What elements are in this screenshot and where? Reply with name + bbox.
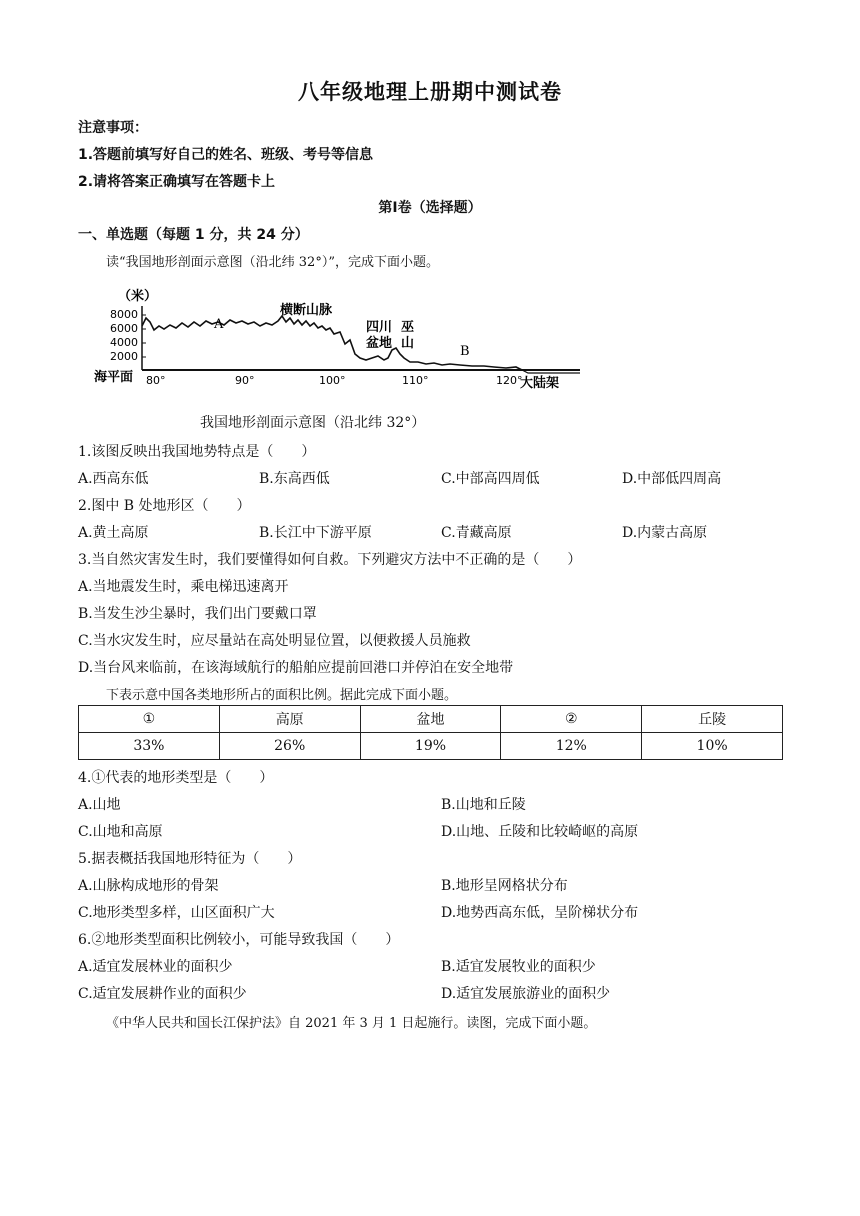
q3-stem: 3.当自然灾害发生时，我们要懂得如何自救。下列避灾方法中不正确的是（ ）	[78, 552, 582, 568]
unit-label: （米）	[118, 289, 158, 304]
q3-option-d[interactable]: D.当台风来临前，在该海域航行的船舶应提前回港口并停泊在安全地带	[78, 660, 514, 676]
continental-shelf-label: 大陆架	[520, 376, 560, 391]
intro-figure: 读“我国地形剖面示意图（沿北纬 32°）”，完成下面小题。	[106, 255, 439, 270]
table-cell: 33%	[79, 733, 220, 760]
part-title: 一、单选题（每题 1 分，共 24 分）	[78, 227, 309, 243]
label-sichuan-1: 四川	[366, 320, 393, 335]
q4-option-b[interactable]: B.山地和丘陵	[441, 797, 526, 813]
q2-option-a[interactable]: A.黄土高原	[78, 525, 149, 541]
label-wushan-1: 巫	[401, 320, 415, 335]
q6-option-c[interactable]: C.适宜发展耕作业的面积少	[78, 986, 247, 1002]
q2-stem: 2.图中 B 处地形区（ ）	[78, 498, 251, 514]
section-title: 第Ⅰ卷（选择题）	[378, 200, 482, 216]
q6-option-b[interactable]: B.适宜发展牧业的面积少	[441, 959, 596, 975]
q2-option-c[interactable]: C.青藏高原	[441, 525, 512, 541]
table-row	[79, 733, 783, 760]
table-header-cell: ①	[79, 706, 220, 733]
label-b: B	[460, 344, 470, 359]
x-tick: 120°	[496, 374, 523, 387]
q1-option-a[interactable]: A.西高东低	[78, 471, 149, 487]
q6-option-a[interactable]: A.适宜发展林业的面积少	[78, 959, 233, 975]
q6-stem: 6.②地形类型面积比例较小，可能导致我国（ ）	[78, 932, 400, 948]
q1-option-c[interactable]: C.中部高四周低	[441, 471, 540, 487]
q3-option-c[interactable]: C.当水灾发生时，应尽量站在高处明显位置，以便救援人员施救	[78, 633, 471, 649]
q3-option-b[interactable]: B.当发生沙尘暴时，我们出门要戴口罩	[78, 606, 317, 622]
q4-option-d[interactable]: D.山地、丘陵和比较崎岖的高原	[441, 824, 639, 840]
q4-option-c[interactable]: C.山地和高原	[78, 824, 163, 840]
label-wushan-2: 山	[401, 336, 415, 351]
table-cell: 12%	[501, 733, 642, 760]
q1-option-d[interactable]: D.中部低四周高	[622, 471, 722, 487]
intro-table: 下表示意中国各类地形所占的面积比例。据此完成下面小题。	[106, 688, 458, 703]
q5-option-a[interactable]: A.山脉构成地形的骨架	[78, 878, 219, 894]
q6-option-d[interactable]: D.适宜发展旅游业的面积少	[441, 986, 611, 1002]
q4-stem: 4.①代表的地形类型是（ ）	[78, 770, 274, 786]
label-sichuan-2: 盆地	[366, 336, 393, 351]
q5-option-b[interactable]: B.地形呈网格状分布	[441, 878, 568, 894]
q1-option-b[interactable]: B.东高西低	[259, 471, 330, 487]
x-tick: 100°	[319, 374, 346, 387]
y-tick: 8000	[110, 308, 138, 321]
y-tick: 2000	[110, 350, 138, 363]
intro-yangtze: 《中华人民共和国长江保护法》自 2021 年 3 月 1 日起施行。读图，完成下面小题。	[106, 1016, 597, 1031]
x-tick: 80°	[146, 374, 166, 387]
x-tick: 90°	[235, 374, 255, 387]
label-hengduan: 横断山脉	[280, 303, 333, 318]
q2-option-b[interactable]: B.长江中下游平原	[259, 525, 372, 541]
terrain-profile-figure	[92, 278, 592, 398]
landform-area-table	[78, 705, 783, 760]
notice-heading: 注意事项：	[78, 120, 148, 136]
q5-option-d[interactable]: D.地势西高东低，呈阶梯状分布	[441, 905, 639, 921]
notice-item-2: 2.请将答案正确填写在答题卡上	[78, 174, 276, 190]
exam-title: 八年级地理上册期中测试卷	[298, 80, 562, 104]
table-cell: 19%	[360, 733, 501, 760]
y-tick: 6000	[110, 322, 138, 335]
table-cell: 10%	[642, 733, 783, 760]
q2-option-d[interactable]: D.内蒙古高原	[622, 525, 708, 541]
table-header-cell: 丘陵	[642, 706, 783, 733]
figure-caption: 我国地形剖面示意图（沿北纬 32°）	[200, 415, 426, 431]
table-cell: 26%	[219, 733, 360, 760]
table-header-cell: 高原	[219, 706, 360, 733]
x-tick: 110°	[402, 374, 429, 387]
notice-item-1: 1.答题前填写好自己的姓名、班级、考号等信息	[78, 147, 374, 163]
sea-level-label: 海平面	[94, 370, 134, 385]
terrain-profile-line	[142, 316, 522, 370]
q1-stem: 1.该图反映出我国地势特点是（ ）	[78, 444, 316, 460]
q3-option-a[interactable]: A.当地震发生时，乘电梯迅速离开	[78, 579, 289, 595]
q5-stem: 5.据表概括我国地形特征为（ ）	[78, 851, 302, 867]
label-a: A	[214, 317, 224, 332]
table-header-cell: 盆地	[360, 706, 501, 733]
table-header-row	[79, 706, 783, 733]
q4-option-a[interactable]: A.山地	[78, 797, 121, 813]
q5-option-c[interactable]: C.地形类型多样，山区面积广大	[78, 905, 275, 921]
table-header-cell: ②	[501, 706, 642, 733]
y-tick: 4000	[110, 336, 138, 349]
